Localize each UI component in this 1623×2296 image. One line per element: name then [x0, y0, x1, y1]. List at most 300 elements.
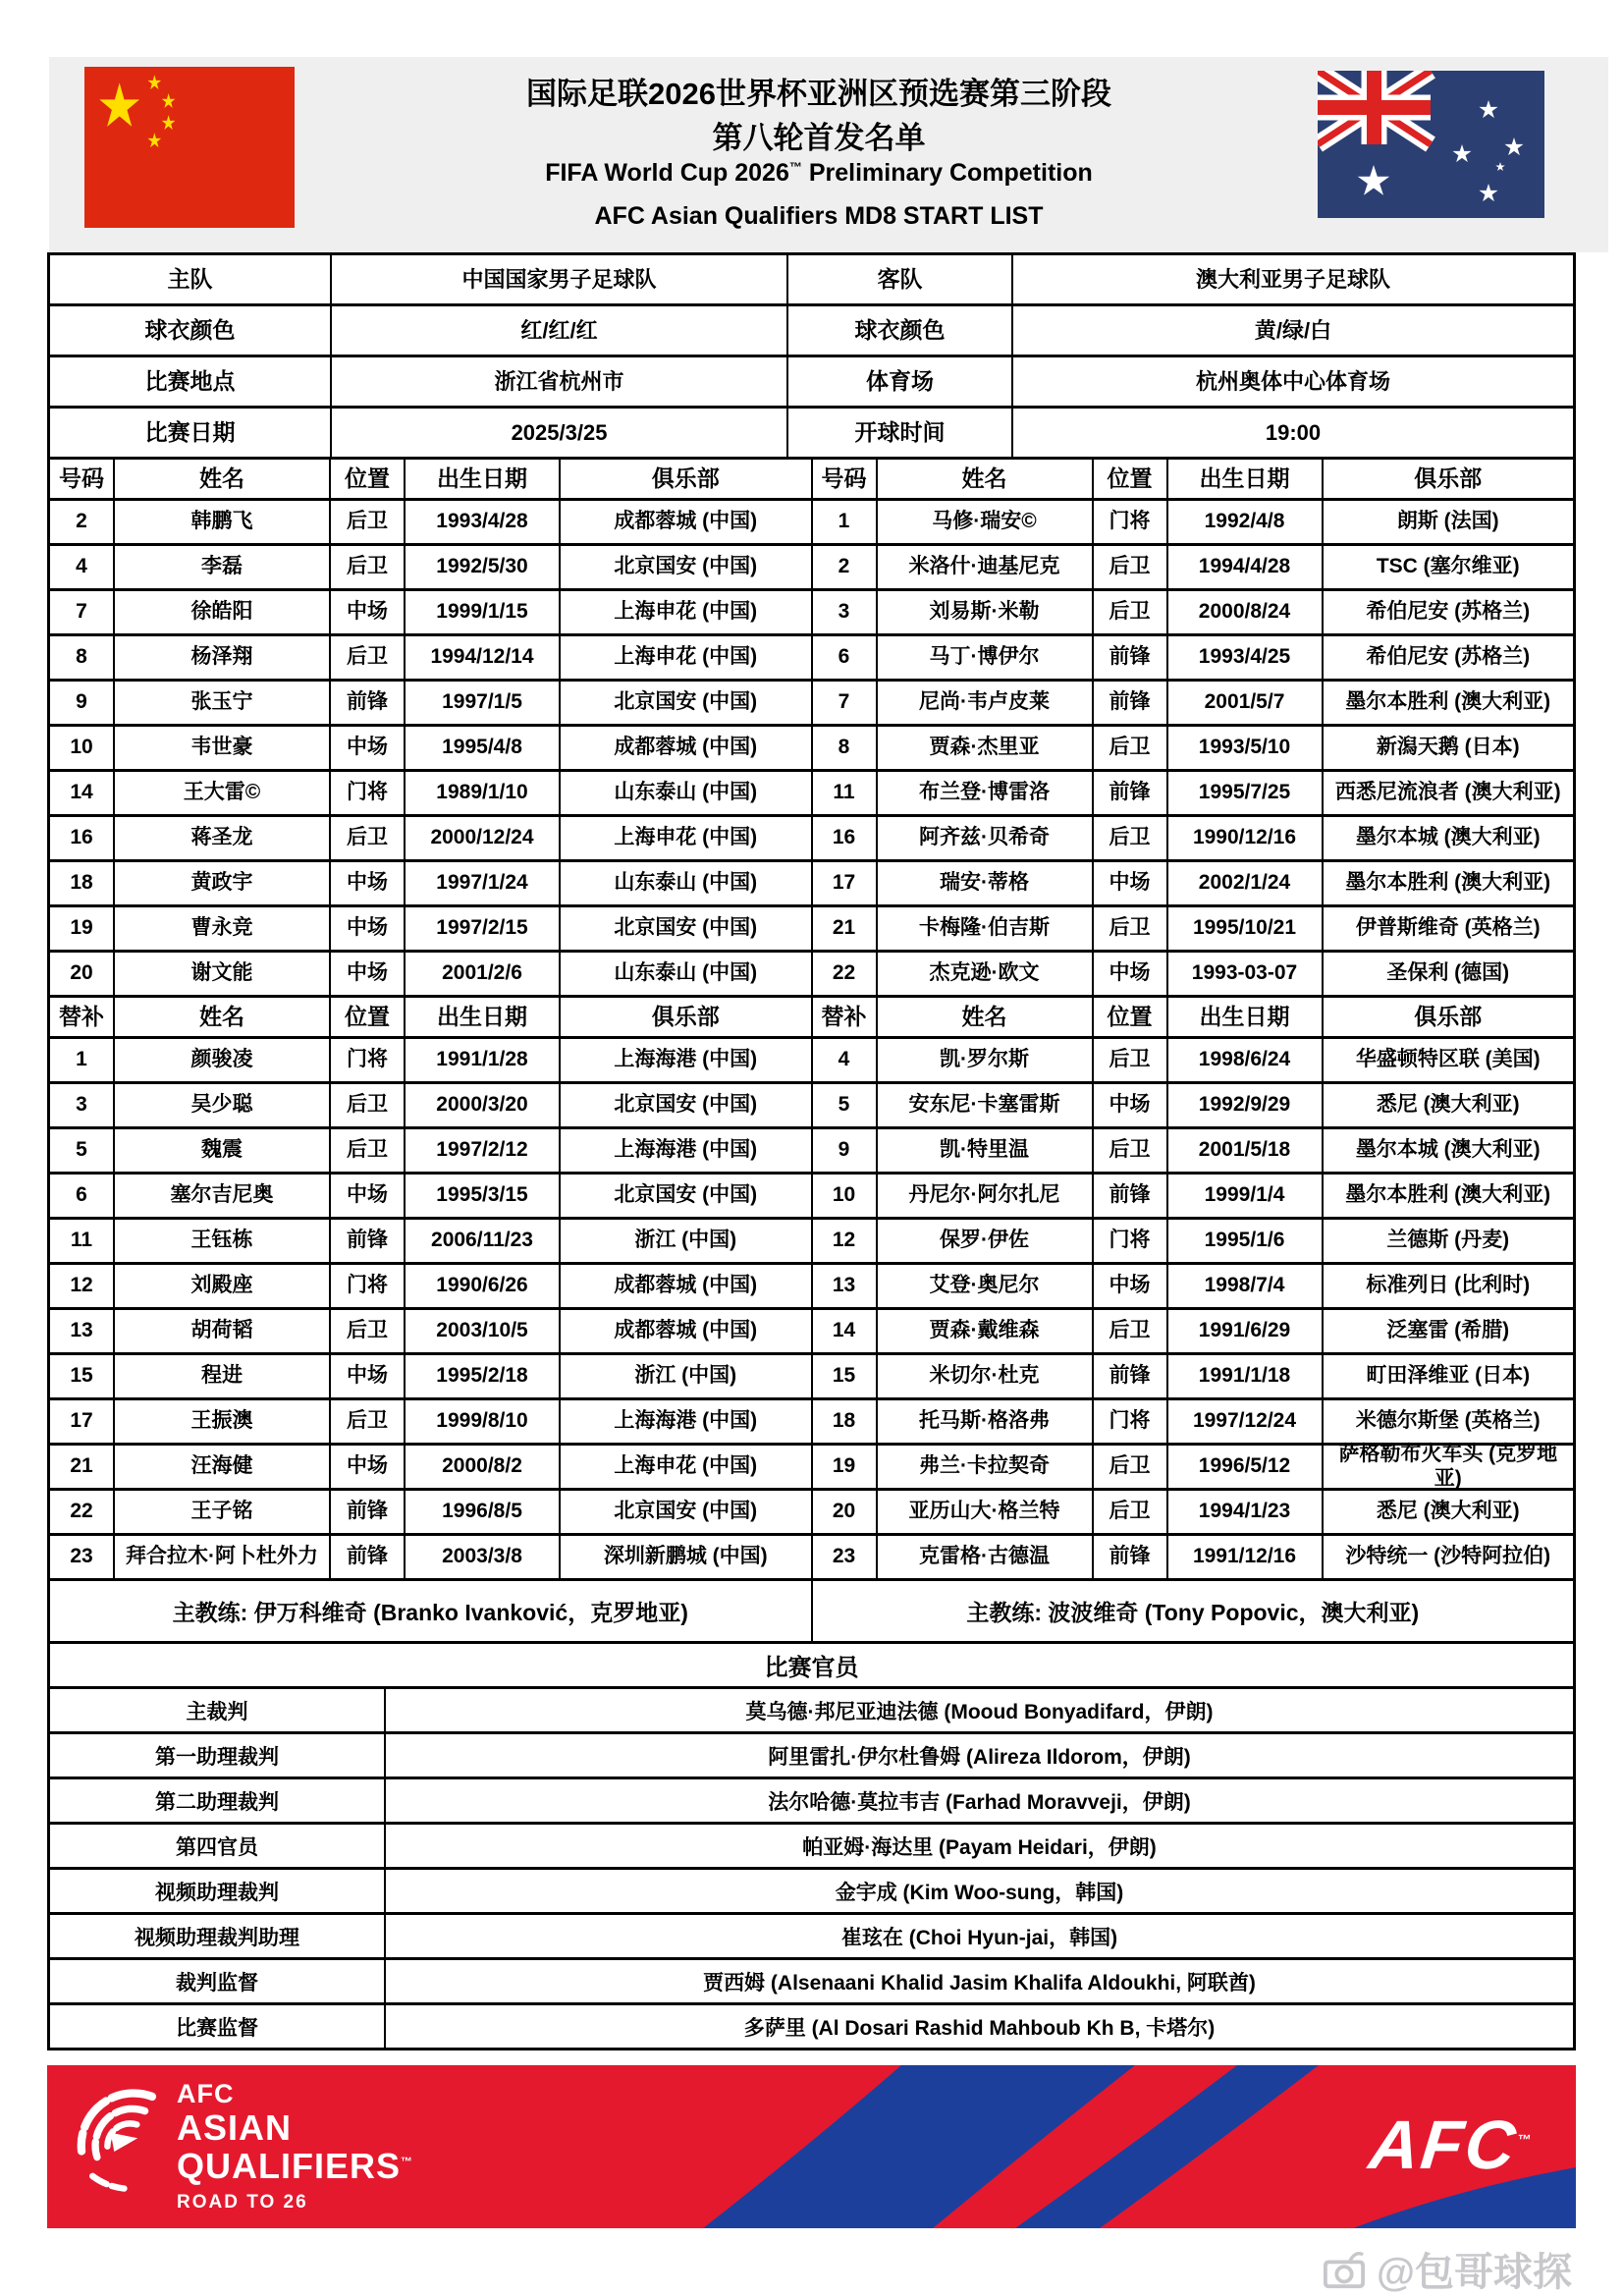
player-position: 前锋 [331, 1220, 406, 1262]
afc-logo: AFC™ [1366, 2106, 1535, 2183]
player-number: 22 [813, 953, 878, 995]
player-number: 20 [50, 953, 115, 995]
player-club: 墨尔本胜利 (澳大利亚) [1345, 690, 1551, 714]
player-number: 7 [813, 682, 878, 724]
player-number: 20 [813, 1491, 878, 1533]
player-row [813, 1084, 1574, 1129]
player-club: 墨尔本城 (澳大利亚) [1355, 1138, 1541, 1162]
player-club: 希伯尼安 (苏格兰) [1366, 645, 1531, 669]
player-number: 2 [50, 501, 115, 543]
player-name: 谢文能 [115, 953, 331, 995]
player-dob: 1992/5/30 [406, 546, 561, 588]
player-club: 伊普斯维奇 (英格兰) [1355, 916, 1541, 940]
header-band [49, 57, 1608, 252]
player-name: 马修·瑞安© [878, 501, 1094, 543]
player-row [50, 1084, 811, 1129]
player-club: 米德尔斯堡 (英格兰) [1355, 1409, 1541, 1433]
col-dob: 出生日期 [406, 998, 561, 1036]
player-dob: 2000/12/24 [406, 817, 561, 859]
player-name: 布兰登·博雷洛 [878, 772, 1094, 814]
player-row [813, 1310, 1574, 1355]
player-row [50, 1446, 811, 1491]
col-club: 俱乐部 [1414, 1004, 1483, 1030]
info-label: 比赛日期 [50, 409, 332, 457]
player-dob: 1999/1/15 [406, 591, 561, 633]
player-number: 8 [813, 727, 878, 769]
player-position: 后卫 [1094, 907, 1168, 950]
info-label: 主队 [50, 255, 332, 303]
info-value: 19:00 [1265, 419, 1322, 445]
player-club: 町田泽维亚 (日本) [1366, 1364, 1531, 1388]
player-dob: 1989/1/10 [406, 772, 561, 814]
player-dob: 1994/4/28 [1168, 546, 1324, 588]
player-dob: 1997/2/15 [406, 907, 561, 950]
official-role: 主裁判 [50, 1689, 386, 1731]
player-dob: 1998/7/4 [1168, 1265, 1324, 1307]
player-dob: 2002/1/24 [1168, 862, 1324, 904]
player-name: 韩鹏飞 [115, 501, 331, 543]
afc-asian-qualifiers-wordmark [177, 2081, 413, 2212]
away-roster [813, 460, 1574, 1581]
header-titles [285, 57, 1353, 252]
col-club: 俱乐部 [651, 1004, 720, 1030]
title-zh-line1: 国际足联2026世界杯亚洲区预选赛第三阶段 [526, 77, 1111, 111]
officials-title: 比赛官员 [50, 1644, 1573, 1689]
player-row [813, 636, 1574, 682]
player-name: 杨泽翔 [115, 636, 331, 679]
player-position: 中场 [1094, 862, 1168, 904]
info-value: 中国国家男子足球队 [332, 255, 788, 303]
coaches-row [50, 1581, 1573, 1644]
china-flag [84, 67, 295, 228]
player-club: 墨尔本胜利 (澳大利亚) [1345, 871, 1551, 895]
player-row [813, 953, 1574, 998]
player-club: 萨格勒布火车头 (克罗地亚) [1338, 1443, 1558, 1490]
player-name: 托马斯·格洛弗 [878, 1400, 1094, 1443]
player-position: 门将 [1094, 1400, 1168, 1443]
player-row [813, 1491, 1574, 1536]
official-row [50, 2005, 1573, 2050]
player-number: 12 [813, 1220, 878, 1262]
player-club: 新潟天鹅 (日本) [1376, 736, 1520, 759]
player-club: 山东泰山 (中国) [614, 781, 758, 804]
player-name: 贾森·戴维森 [878, 1310, 1094, 1352]
player-number: 3 [50, 1084, 115, 1126]
player-name: 颜骏凌 [115, 1039, 331, 1081]
rosters [50, 460, 1573, 1581]
home-roster [50, 460, 813, 1581]
player-number: 1 [50, 1039, 115, 1081]
player-name: 阿齐兹·贝希奇 [878, 817, 1094, 859]
player-number: 2 [813, 546, 878, 588]
player-row [813, 1400, 1574, 1446]
player-dob: 2001/5/7 [1168, 682, 1324, 724]
player-number: 4 [813, 1039, 878, 1081]
player-club: 北京国安 (中国) [614, 555, 758, 578]
player-name: 李磊 [115, 546, 331, 588]
player-position: 门将 [331, 1039, 406, 1081]
player-club: 西悉尼流浪者 (澳大利亚) [1334, 781, 1561, 804]
player-number: 22 [50, 1491, 115, 1533]
player-position: 后卫 [331, 501, 406, 543]
player-number: 9 [50, 682, 115, 724]
player-name: 杰克逊·欧文 [878, 953, 1094, 995]
match-sheet [47, 252, 1576, 2050]
player-position: 前锋 [331, 1491, 406, 1533]
player-club: 北京国安 (中国) [614, 1093, 758, 1117]
info-label: 开球时间 [788, 409, 1013, 457]
player-club: 泛塞雷 (希腊) [1386, 1319, 1510, 1342]
col-position: 位置 [331, 460, 406, 498]
official-row [50, 1734, 1573, 1779]
player-position: 后卫 [1094, 817, 1168, 859]
player-row [813, 1129, 1574, 1175]
player-name: 卡梅隆·伯吉斯 [878, 907, 1094, 950]
afc-swirl-icon [73, 2081, 163, 2201]
official-role: 裁判监督 [50, 1960, 386, 2002]
player-club: 上海申花 (中国) [614, 1454, 758, 1478]
player-dob: 1997/12/24 [1168, 1400, 1324, 1443]
player-club: 沙特统一 (沙特阿拉伯) [1345, 1545, 1551, 1568]
player-dob: 1996/5/12 [1168, 1446, 1324, 1488]
official-row [50, 1870, 1573, 1915]
player-position: 中场 [331, 1446, 406, 1488]
player-position: 中场 [1094, 953, 1168, 995]
player-number: 14 [50, 772, 115, 814]
official-name: 贾西姆 (Alsenaani Khalid Jasim Khalifa Aldoukhi, 阿联酋) [703, 1971, 1256, 1995]
player-club: 山东泰山 (中国) [614, 871, 758, 895]
player-row [50, 591, 811, 636]
official-row [50, 1689, 1573, 1734]
player-row [50, 1220, 811, 1265]
player-number: 16 [813, 817, 878, 859]
col-position: 位置 [1094, 998, 1168, 1036]
player-club: 上海海港 (中国) [614, 1048, 758, 1071]
info-row [50, 409, 1573, 460]
player-row [50, 772, 811, 817]
player-name: 凯·罗尔斯 [878, 1039, 1094, 1081]
player-row [813, 546, 1574, 591]
player-row [50, 1310, 811, 1355]
player-dob: 1995/3/15 [406, 1175, 561, 1217]
player-dob: 1995/2/18 [406, 1355, 561, 1397]
player-club: 成都蓉城 (中国) [614, 1319, 758, 1342]
home-subs-header [50, 998, 811, 1039]
player-dob: 2000/8/2 [406, 1446, 561, 1488]
player-row [50, 1491, 811, 1536]
footer-banner [47, 2065, 1576, 2228]
player-position: 后卫 [1094, 591, 1168, 633]
player-dob: 1994/1/23 [1168, 1491, 1324, 1533]
official-row [50, 1779, 1573, 1825]
player-club: TSC (塞尔维亚) [1376, 555, 1520, 578]
match-info-table [50, 255, 1573, 460]
player-dob: 1997/2/12 [406, 1129, 561, 1172]
player-club: 兰德斯 (丹麦) [1386, 1229, 1510, 1252]
player-club: 希伯尼安 (苏格兰) [1366, 600, 1531, 624]
player-number: 5 [50, 1129, 115, 1172]
player-name: 丹尼尔·阿尔扎尼 [878, 1175, 1094, 1217]
player-name: 王振澳 [115, 1400, 331, 1443]
player-row [813, 1175, 1574, 1220]
player-position: 中场 [331, 1355, 406, 1397]
col-club: 俱乐部 [651, 465, 720, 492]
player-position: 后卫 [331, 546, 406, 588]
official-name: 多萨里 (Al Dosari Rashid Mahboub Kh B, 卡塔尔) [743, 2016, 1216, 2040]
away-subs-header [813, 998, 1574, 1039]
player-number: 14 [813, 1310, 878, 1352]
info-row [50, 306, 1573, 357]
player-row [50, 1039, 811, 1084]
player-number: 17 [813, 862, 878, 904]
player-row [813, 1265, 1574, 1310]
player-row [813, 862, 1574, 907]
player-dob: 1993/5/10 [1168, 727, 1324, 769]
player-name: 瑞安·蒂格 [878, 862, 1094, 904]
player-name: 王大雷© [115, 772, 331, 814]
player-row [50, 907, 811, 953]
player-dob: 1991/1/18 [1168, 1355, 1324, 1397]
player-dob: 2000/8/24 [1168, 591, 1324, 633]
player-dob: 2003/10/5 [406, 1310, 561, 1352]
player-row [50, 636, 811, 682]
player-position: 中场 [331, 1175, 406, 1217]
player-name: 黄政宇 [115, 862, 331, 904]
player-number: 13 [813, 1265, 878, 1307]
player-dob: 2001/5/18 [1168, 1129, 1324, 1172]
player-dob: 1992/9/29 [1168, 1084, 1324, 1126]
col-position: 位置 [331, 998, 406, 1036]
player-club: 墨尔本城 (澳大利亚) [1355, 826, 1541, 849]
aq-afc-line: AFC [177, 2079, 235, 2108]
player-name: 汪海健 [115, 1446, 331, 1488]
official-name: 莫乌德·邦尼亚迪法德 (Mooud Bonyadifard，伊朗) [745, 1700, 1214, 1723]
player-dob: 1995/1/6 [1168, 1220, 1324, 1262]
col-club: 俱乐部 [1414, 465, 1483, 492]
player-name: 胡荷韬 [115, 1310, 331, 1352]
player-row [813, 1355, 1574, 1400]
afc-asian-qualifiers-logo [73, 2081, 413, 2212]
player-row [813, 591, 1574, 636]
official-name: 金宇成 (Kim Woo-sung，韩国) [835, 1881, 1124, 1904]
player-position: 中场 [1094, 1084, 1168, 1126]
player-club: 北京国安 (中国) [614, 1500, 758, 1523]
player-dob: 2001/2/6 [406, 953, 561, 995]
player-number: 15 [813, 1355, 878, 1397]
player-dob: 1993/4/25 [1168, 636, 1324, 679]
player-position: 门将 [1094, 1220, 1168, 1262]
player-position: 门将 [1094, 501, 1168, 543]
player-club: 北京国安 (中国) [614, 916, 758, 940]
australia-flag [1318, 71, 1544, 218]
player-club: 上海海港 (中国) [614, 1138, 758, 1162]
player-name: 刘易斯·米勒 [878, 591, 1094, 633]
player-name: 曹永竞 [115, 907, 331, 950]
player-row [50, 1175, 811, 1220]
player-position: 中场 [331, 907, 406, 950]
player-row [50, 817, 811, 862]
player-position: 前锋 [1094, 1355, 1168, 1397]
player-row [813, 1220, 1574, 1265]
info-label: 客队 [788, 255, 1013, 303]
player-name: 凯·特里温 [878, 1129, 1094, 1172]
player-name: 魏震 [115, 1129, 331, 1172]
player-row [813, 772, 1574, 817]
player-position: 后卫 [331, 1129, 406, 1172]
player-name: 安东尼·卡塞雷斯 [878, 1084, 1094, 1126]
player-position: 门将 [331, 1265, 406, 1307]
aq-asian-line: ASIAN [177, 2107, 293, 2148]
player-club: 浙江 (中国) [634, 1364, 737, 1388]
col-name: 姓名 [878, 460, 1094, 498]
player-name: 米洛什·迪基尼克 [878, 546, 1094, 588]
col-sub: 替补 [813, 998, 878, 1036]
player-name: 韦世豪 [115, 727, 331, 769]
player-position: 后卫 [1094, 1491, 1168, 1533]
player-club: 悉尼 (澳大利亚) [1376, 1500, 1520, 1523]
player-club: 深圳新鹏城 (中国) [603, 1545, 768, 1568]
player-dob: 1994/12/14 [406, 636, 561, 679]
player-name: 徐皓阳 [115, 591, 331, 633]
player-row [813, 817, 1574, 862]
player-number: 11 [50, 1220, 115, 1262]
col-sub: 替补 [50, 998, 115, 1036]
player-position: 中场 [331, 862, 406, 904]
player-position: 中场 [331, 727, 406, 769]
player-row [50, 1355, 811, 1400]
camera-icon [1322, 2249, 1367, 2290]
official-name: 阿里雷扎·伊尔杜鲁姆 (Alireza Ildorom，伊朗) [768, 1745, 1191, 1769]
col-number: 号码 [813, 460, 878, 498]
title-en-line2: AFC Asian Qualifiers MD8 START LIST [594, 202, 1044, 230]
player-position: 中场 [331, 591, 406, 633]
player-number: 10 [50, 727, 115, 769]
player-number: 8 [50, 636, 115, 679]
col-name: 姓名 [878, 998, 1094, 1036]
player-number: 7 [50, 591, 115, 633]
player-club: 上海海港 (中国) [614, 1409, 758, 1433]
player-club: 浙江 (中国) [634, 1229, 737, 1252]
player-number: 3 [813, 591, 878, 633]
away-subs [813, 1039, 1574, 1581]
player-position: 后卫 [1094, 1446, 1168, 1488]
player-club: 上海申花 (中国) [614, 826, 758, 849]
official-role: 第四官员 [50, 1825, 386, 1867]
player-number: 13 [50, 1310, 115, 1352]
player-position: 前锋 [331, 682, 406, 724]
player-number: 4 [50, 546, 115, 588]
player-club: 成都蓉城 (中国) [614, 510, 758, 533]
player-number: 11 [813, 772, 878, 814]
col-name: 姓名 [115, 998, 331, 1036]
player-name: 拜合拉木·阿卜杜外力 [115, 1536, 331, 1578]
watermark-text: @包哥球探 [1376, 2251, 1572, 2294]
official-role: 第二助理裁判 [50, 1779, 386, 1822]
official-row [50, 1915, 1573, 1960]
player-dob: 1991/1/28 [406, 1039, 561, 1081]
player-name: 王子铭 [115, 1491, 331, 1533]
player-row [50, 1129, 811, 1175]
home-starters [50, 501, 811, 998]
info-value: 黄/绿/白 [1254, 317, 1332, 343]
home-coach: 主教练: 伊万科维奇 (Branko Ivanković，克罗地亚) [50, 1581, 813, 1641]
player-number: 6 [50, 1175, 115, 1217]
player-club: 北京国安 (中国) [614, 690, 758, 714]
player-position: 前锋 [1094, 772, 1168, 814]
col-dob: 出生日期 [406, 460, 561, 498]
player-number: 19 [813, 1446, 878, 1488]
col-dob: 出生日期 [1168, 460, 1324, 498]
player-row [50, 1536, 811, 1581]
player-name: 贾森·杰里亚 [878, 727, 1094, 769]
player-number: 16 [50, 817, 115, 859]
player-row [50, 953, 811, 998]
player-name: 米切尔·杜克 [878, 1355, 1094, 1397]
player-club: 墨尔本胜利 (澳大利亚) [1345, 1183, 1551, 1207]
player-dob: 1992/4/8 [1168, 501, 1324, 543]
watermark [1322, 2241, 1572, 2296]
player-club: 悉尼 (澳大利亚) [1376, 1093, 1520, 1117]
col-name: 姓名 [115, 460, 331, 498]
player-number: 6 [813, 636, 878, 679]
player-position: 前锋 [1094, 1175, 1168, 1217]
tm-mark: ™ [788, 159, 802, 175]
player-club: 圣保利 (德国) [1386, 961, 1510, 985]
player-number: 23 [50, 1536, 115, 1578]
info-label: 体育场 [788, 357, 1013, 406]
player-position: 中场 [1094, 1265, 1168, 1307]
player-dob: 1990/6/26 [406, 1265, 561, 1307]
player-row [50, 546, 811, 591]
away-coach: 主教练: 波波维奇 (Tony Popovic，澳大利亚) [966, 1600, 1420, 1625]
player-position: 后卫 [1094, 1039, 1168, 1081]
player-position: 前锋 [1094, 682, 1168, 724]
player-name: 马丁·博伊尔 [878, 636, 1094, 679]
player-position: 后卫 [331, 1310, 406, 1352]
player-number: 18 [813, 1400, 878, 1443]
player-position: 前锋 [1094, 636, 1168, 679]
info-row [50, 357, 1573, 409]
player-row [50, 1265, 811, 1310]
player-dob: 1997/1/24 [406, 862, 561, 904]
player-position: 门将 [331, 772, 406, 814]
info-value: 浙江省杭州市 [332, 357, 788, 406]
col-number: 号码 [50, 460, 115, 498]
player-dob: 1996/8/5 [406, 1491, 561, 1533]
player-club: 上海申花 (中国) [614, 600, 758, 624]
player-club: 北京国安 (中国) [614, 1183, 758, 1207]
player-club: 山东泰山 (中国) [614, 961, 758, 985]
player-position: 后卫 [331, 817, 406, 859]
player-position: 前锋 [1094, 1536, 1168, 1578]
player-number: 19 [50, 907, 115, 950]
player-row [50, 862, 811, 907]
player-row [813, 727, 1574, 772]
player-position: 前锋 [331, 1536, 406, 1578]
player-name: 克雷格·古德温 [878, 1536, 1094, 1578]
player-dob: 1991/6/29 [1168, 1310, 1324, 1352]
player-row [813, 1536, 1574, 1581]
info-label: 比赛地点 [50, 357, 332, 406]
player-row [50, 1400, 811, 1446]
player-row [813, 501, 1574, 546]
player-number: 17 [50, 1400, 115, 1443]
official-name: 法尔哈德·莫拉韦吉 (Farhad Moravveji，伊朗) [768, 1790, 1191, 1814]
info-value: 澳大利亚男子足球队 [1195, 266, 1390, 292]
player-club: 朗斯 (法国) [1396, 510, 1499, 533]
official-name: 帕亚姆·海达里 (Payam Heidari，伊朗) [802, 1835, 1157, 1859]
player-club: 成都蓉城 (中国) [614, 1274, 758, 1297]
